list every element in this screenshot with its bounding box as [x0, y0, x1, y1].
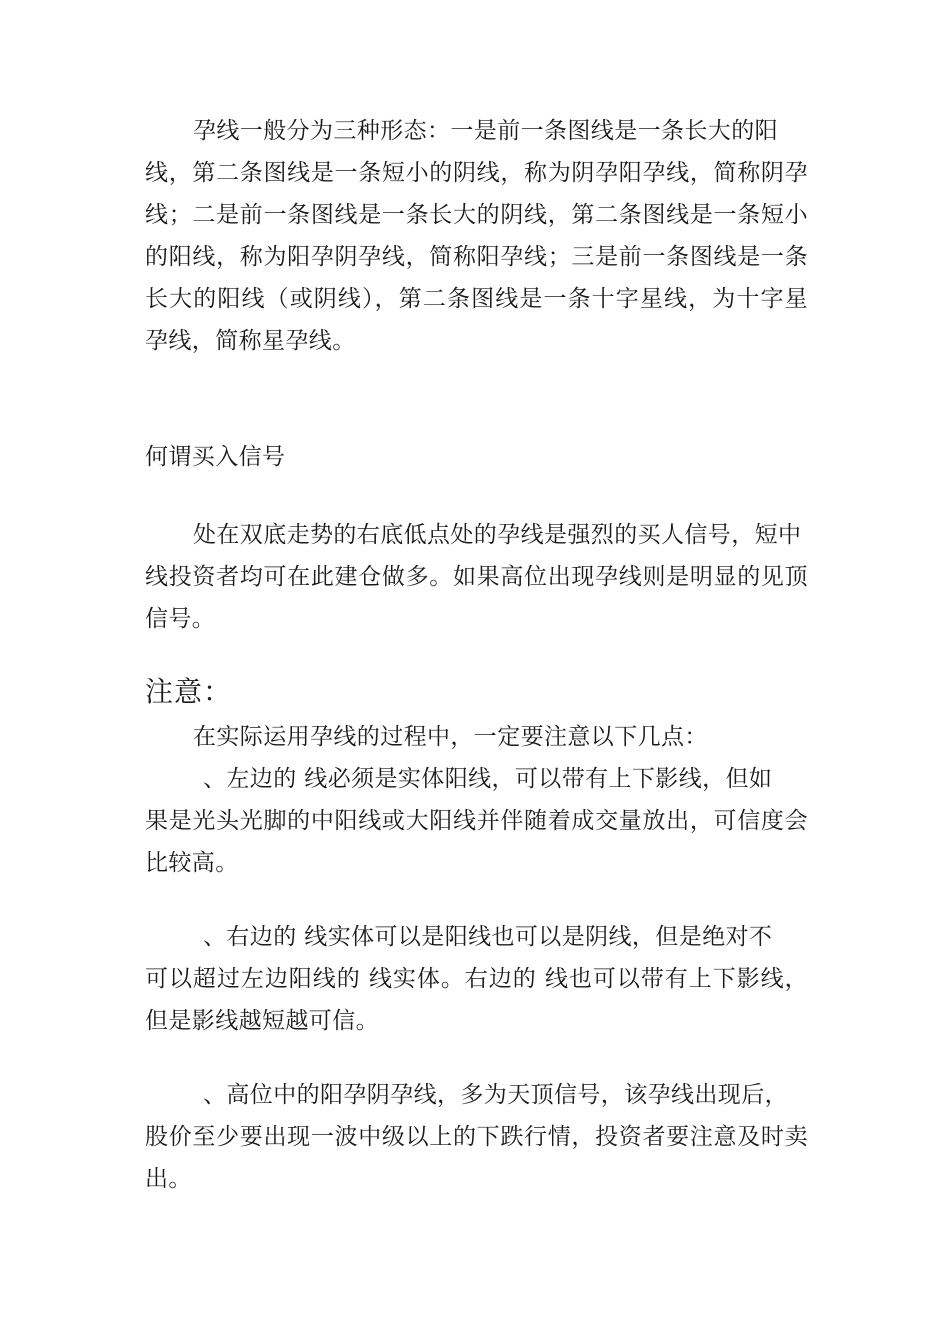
- paragraph-line: 股价至少要出现一波中级以上的下跌行情，投资者要注意及时卖: [145, 1124, 808, 1150]
- paragraph-line: 线，第二条图线是一条短小的阴线，称为阴孕阳孕线，简称阴孕: [145, 160, 808, 186]
- paragraph-line: 孕线一般分为三种形态：一是前一条图线是一条长大的阳: [193, 118, 778, 144]
- heading-text: 何谓买入信号: [145, 444, 286, 470]
- paragraph-line: 处在双底走势的右底低点处的孕线是强烈的买人信号，短中: [193, 522, 802, 548]
- paragraph-line: 、左边的 线必须是实体阳线，可以带有上下影线，但如: [203, 766, 773, 792]
- paragraph-line: 线投资者均可在此建仓做多。如果高位出现孕线则是明显的见顶: [145, 564, 808, 590]
- paragraph-line: 可以超过左边阳线的 线实体。右边的 线也可以带有上下影线，: [145, 966, 808, 992]
- paragraph-line: 在实际运用孕线的过程中，一定要注意以下几点：: [193, 724, 708, 750]
- paragraph-line: 孕线，简称星孕线。: [145, 328, 356, 354]
- paragraph-line: 、右边的 线实体可以是阳线也可以是阴线，但是绝对不: [203, 924, 773, 950]
- paragraph-line: 但是影线越短越可信。: [145, 1008, 379, 1034]
- heading-text: 注意：: [145, 675, 233, 708]
- paragraph-line: 果是光头光脚的中阳线或大阳线并伴随着成交量放出，可信度会: [145, 808, 808, 834]
- paragraph-line: 的阳线，称为阳孕阴孕线，简称阳孕线；三是前一条图线是一条: [145, 244, 808, 270]
- paragraph-line: 出。: [145, 1166, 192, 1192]
- paragraph-line: 、高位中的阳孕阴孕线，多为天顶信号，该孕线出现后，: [203, 1082, 788, 1108]
- paragraph-line: 信号。: [145, 606, 216, 632]
- paragraph-line: 线；二是前一条图线是一条长大的阴线，第二条图线是一条短小: [145, 202, 808, 228]
- paragraph-line: 长大的阳线（或阴线），第二条图线是一条十字星线，为十字星: [145, 286, 808, 312]
- paragraph-line: 比较高。: [145, 850, 239, 876]
